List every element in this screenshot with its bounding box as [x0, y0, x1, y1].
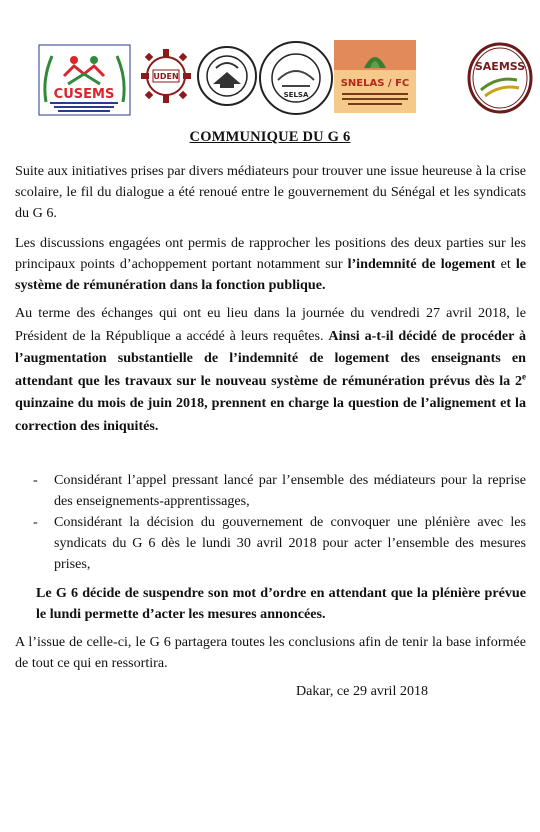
- svg-text:CUSEMS: CUSEMS: [53, 87, 115, 102]
- bullet-text: Considérant l’appel pressant lancé par l’ensemble des médiateurs pour la reprise des enseignements-apprentissages,: [54, 472, 526, 509]
- paragraph-suspension: Le G 6 décide de suspendre son mot d’ordre en attendant que la plénière prévue le lundi permette d’acter les mesures annoncées.: [36, 585, 526, 622]
- p3-text-a: Au terme des échanges qui ont eu lieu dans la journée du vendredi 27 avril 2018, le Président de la République a accédé à leurs requêtes.: [15, 305, 526, 344]
- title-text: COMMUNIQUE DU G 6: [189, 129, 351, 145]
- p2-bold-logement: l’indemnité de logement: [347, 256, 496, 272]
- svg-text:SNELAS / FC: SNELAS / FC: [340, 78, 410, 89]
- bullet-text: Considérant la décision du gouvernement de convoquer une plénière avec les syndicats du G 6 dès le lundi 30 avril 2018 pour acter l’ensemble des mesures prises,: [54, 514, 526, 572]
- bullet-item-mediateurs: [33, 470, 526, 512]
- ssl-logo: [196, 40, 258, 118]
- signature-date: Dakar, ce 29 avril 2018: [296, 683, 429, 699]
- paragraph-intro: Suite aux initiatives prises par divers médiateurs pour trouver une issue heureuse à la crise scolaire, le fil du dialogue a été renoué entre le gouvernement du Sénégal et les syndicats du G 6.: [15, 163, 526, 221]
- selsa-logo: [258, 40, 334, 116]
- bullet-dash: -: [33, 472, 38, 488]
- saemss-logo: [467, 42, 533, 114]
- logo-bar: [0, 0, 540, 125]
- svg-text:SELSA: SELSA: [283, 91, 309, 99]
- paragraph-discussions: [15, 233, 526, 296]
- bullet-item-pleniere: [33, 512, 526, 575]
- svg-text:SAEMSS: SAEMSS: [474, 60, 526, 73]
- p2-text-a: Les discussions engagées ont permis de rapprocher les positions des deux parties sur les principaux points d’achoppement portant notamment sur: [15, 235, 526, 272]
- p3-bold-text-c: quinzaine du mois de juin 2018, prennent en charge la question de l’alignement et la correction des iniquités.: [15, 395, 526, 434]
- p3-superscript: e: [522, 370, 526, 381]
- svg-text:UDEN: UDEN: [153, 72, 179, 81]
- uden-logo: [140, 46, 192, 110]
- paragraph-conclusion: A l’issue de celle-ci, le G 6 partagera toutes les conclusions afin de tenir la base informée de tout ce qui en ressortira.: [15, 634, 526, 671]
- p2-bold-systeme: le système de rémunération dans la fonction publique.: [15, 256, 526, 293]
- p2-text-c: et: [495, 256, 516, 272]
- bullet-dash: -: [33, 514, 38, 530]
- p3-bold-text: Ainsi a-t-il décidé de procéder à l’augmentation substantielle de l’indemnité de logement des enseignants en attendant que les travaux sur le nouveau système de rémunération prévus dès la 2: [15, 327, 526, 389]
- cusems-logo: [38, 44, 131, 116]
- snelas-logo: [334, 40, 416, 113]
- paragraph-decision: [15, 302, 526, 437]
- page-title: [0, 129, 540, 146]
